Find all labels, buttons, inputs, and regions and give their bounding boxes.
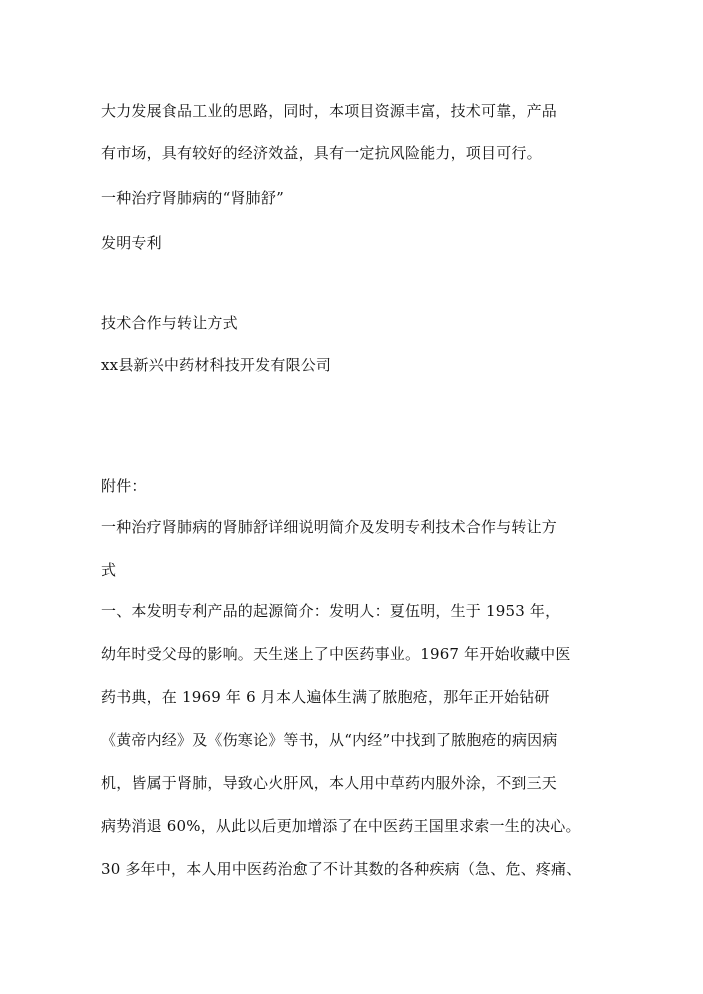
text-line-2: 有市场，具有较好的经济效益，具有一定抗风险能力，项目可行。 (101, 144, 542, 162)
paragraph-line-3: 药书典，在 1969 年 6 月本人遍体生满了脓胞疮，那年正开始钻研 (101, 688, 550, 706)
paragraph-line-4: 《黄帝内经》及《伤寒论》等书，从“内经”中找到了脓胞疮的病因病 (101, 731, 558, 749)
attachment-title-line-1: 一种治疗肾肺病的肾肺舒详细说明简介及发明专利技术合作与转让方 (101, 518, 558, 536)
patent-label: 发明专利 (101, 234, 162, 252)
section-title: 一种治疗肾肺病的“肾肺舒” (101, 189, 284, 207)
paragraph-line-6: 病势消退 60%，从此以后更加增添了在中医药王国里求索一生的决心。 (101, 817, 581, 835)
text-line-1: 大力发展食品工业的思路，同时，本项目资源丰富，技术可靠，产品 (101, 102, 558, 120)
attachment-label: 附件： (101, 477, 147, 495)
cooperation-heading: 技术合作与转让方式 (101, 314, 238, 332)
attachment-title-line-2: 式 (101, 561, 117, 579)
paragraph-line-1: 一、本发明专利产品的起源简介：发明人：夏伍明，生于 1953 年， (101, 602, 561, 620)
paragraph-line-5: 机，皆属于肾肺，导致心火肝风，本人用中草药内服外涂，不到三天 (101, 774, 558, 792)
paragraph-line-7: 30 多年中，本人用中医药治愈了不计其数的各种疾病（急、危、疼痛、 (101, 860, 582, 878)
paragraph-line-2: 幼年时受父母的影响。天生迷上了中医药事业。1967 年开始收藏中医 (101, 645, 571, 663)
company-name: xx县新兴中药材科技开发有限公司 (101, 356, 332, 374)
